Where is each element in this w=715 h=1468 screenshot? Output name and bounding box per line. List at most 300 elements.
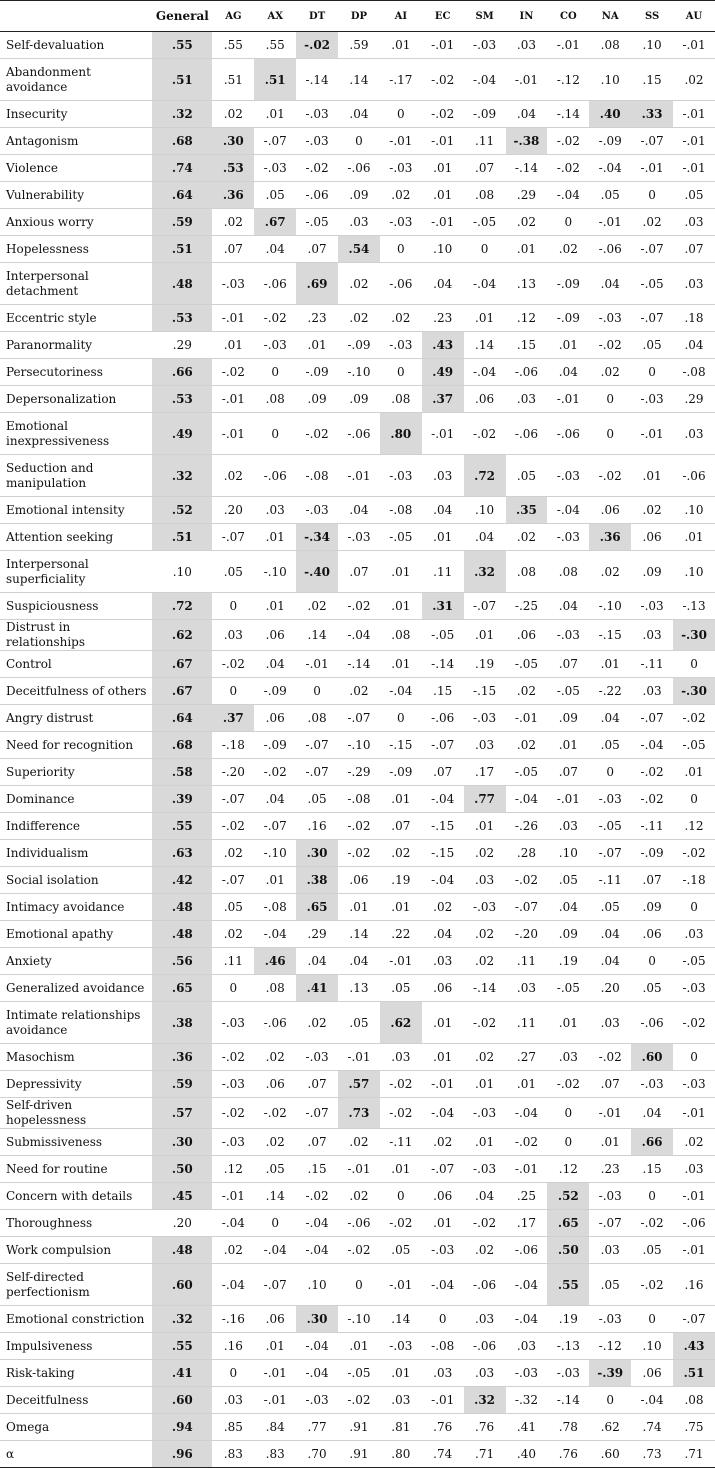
loading-cell-dt: -.07 [296, 732, 338, 759]
loading-cell-dp: .02 [338, 305, 380, 332]
loading-cell-na: .20 [589, 975, 631, 1002]
row-label: Anxiety [0, 948, 152, 975]
loading-cell-co: -.14 [547, 101, 589, 128]
loading-cell-na: -.39 [589, 1360, 631, 1387]
loading-cell-dp: -.06 [338, 1210, 380, 1237]
general-loading-cell: .48 [152, 921, 212, 948]
loading-cell-ax: -.06 [254, 263, 296, 305]
loading-cell-ss: -.03 [631, 386, 673, 413]
loading-cell-ec: -.07 [422, 732, 464, 759]
loading-cell-sm: .03 [464, 867, 506, 894]
header-dt: DT [296, 1, 338, 32]
loading-cell-ss: -.11 [631, 651, 673, 678]
loading-cell-co: -.04 [547, 497, 589, 524]
loading-cell-ax: -.07 [254, 813, 296, 840]
loading-cell-dp: -.09 [338, 332, 380, 359]
loading-cell-au: -.01 [673, 1183, 715, 1210]
loading-cell-ax: .01 [254, 593, 296, 620]
table-row [0, 332, 715, 359]
general-loading-cell: .53 [152, 386, 212, 413]
loading-cell-sm: -.03 [464, 894, 506, 921]
table-header [0, 1, 715, 32]
loading-cell-in: .02 [506, 678, 548, 705]
loading-cell-au: 0 [673, 651, 715, 678]
loading-cell-ai: .01 [380, 1156, 422, 1183]
loading-cell-ec: -.03 [422, 1237, 464, 1264]
loading-cell-ai: -.17 [380, 59, 422, 101]
row-label: α [0, 1441, 152, 1468]
general-loading-cell: .20 [152, 1210, 212, 1237]
loading-cell-ec: -.08 [422, 1333, 464, 1360]
loading-cell-na: -.09 [589, 128, 631, 155]
loading-cell-ec: .01 [422, 155, 464, 182]
loading-cell-ai: .19 [380, 867, 422, 894]
loading-cell-ai: -.01 [380, 948, 422, 975]
loading-cell-ag: .16 [212, 1333, 254, 1360]
loading-cell-au: -.01 [673, 128, 715, 155]
loading-cell-ai: -.08 [380, 497, 422, 524]
loading-cell-dp: .57 [338, 1071, 380, 1098]
loading-cell-ag: .02 [212, 1237, 254, 1264]
general-loading-cell: .56 [152, 948, 212, 975]
loading-cell-ec: .15 [422, 678, 464, 705]
loading-cell-dp: .06 [338, 867, 380, 894]
loading-cell-ai: -.03 [380, 455, 422, 497]
loading-cell-ss: -.07 [631, 236, 673, 263]
loading-cell-au: .01 [673, 524, 715, 551]
loading-cell-ss: -.03 [631, 1071, 673, 1098]
loading-cell-dt: .77 [296, 1414, 338, 1441]
loading-cell-ai: .01 [380, 32, 422, 59]
loading-cell-ec: .23 [422, 305, 464, 332]
loading-cell-au: .12 [673, 813, 715, 840]
loading-cell-co: -.04 [547, 182, 589, 209]
loading-cell-ec: .01 [422, 182, 464, 209]
row-label: Emotional intensity [0, 497, 152, 524]
general-loading-cell: .50 [152, 1156, 212, 1183]
general-loading-cell: .64 [152, 705, 212, 732]
loading-cell-ag: -.03 [212, 263, 254, 305]
general-loading-cell: .45 [152, 1183, 212, 1210]
loading-cell-ax: .04 [254, 786, 296, 813]
loading-cell-ec: .06 [422, 975, 464, 1002]
loading-cell-ec: .01 [422, 1044, 464, 1071]
loading-cell-co: .04 [547, 359, 589, 386]
loading-cell-au: 0 [673, 1044, 715, 1071]
loading-cell-ag: 0 [212, 593, 254, 620]
loading-cell-sm: .02 [464, 921, 506, 948]
table-row [0, 386, 715, 413]
loading-cell-dt: -.40 [296, 551, 338, 593]
loading-cell-ec: -.04 [422, 786, 464, 813]
loading-cell-in: -.06 [506, 359, 548, 386]
loading-cell-dp: .02 [338, 263, 380, 305]
loading-cell-ai: -.03 [380, 209, 422, 236]
table-row [0, 101, 715, 128]
loading-cell-na: .04 [589, 705, 631, 732]
loading-cell-in: -.05 [506, 759, 548, 786]
loading-cell-in: .11 [506, 948, 548, 975]
loading-cell-ax: 0 [254, 1210, 296, 1237]
loading-cell-sm: .07 [464, 155, 506, 182]
loading-cell-sm: .02 [464, 1044, 506, 1071]
loading-cell-in: -.02 [506, 867, 548, 894]
loading-cell-ai: 0 [380, 1183, 422, 1210]
row-label: Paranormality [0, 332, 152, 359]
loading-cell-co: -.01 [547, 386, 589, 413]
loading-cell-ax: .01 [254, 524, 296, 551]
loading-cell-dp: -.10 [338, 1306, 380, 1333]
loading-cell-ax: .06 [254, 705, 296, 732]
loading-cell-na: .07 [589, 1071, 631, 1098]
loading-cell-au: 0 [673, 786, 715, 813]
loading-cell-in: -.04 [506, 1264, 548, 1306]
loading-cell-ss: -.01 [631, 155, 673, 182]
general-loading-cell: .48 [152, 894, 212, 921]
loading-cell-ax: -.06 [254, 1002, 296, 1044]
loading-cell-co: .10 [547, 840, 589, 867]
loading-cell-ai: .01 [380, 1360, 422, 1387]
loading-cell-ai: .01 [380, 894, 422, 921]
loading-cell-ai: .02 [380, 305, 422, 332]
loading-cell-ag: .12 [212, 1156, 254, 1183]
loading-cell-co: .03 [547, 813, 589, 840]
loading-cell-in: .40 [506, 1441, 548, 1468]
loading-cell-co: 0 [547, 1129, 589, 1156]
loading-cell-ax: .08 [254, 975, 296, 1002]
loading-cell-co: .05 [547, 867, 589, 894]
loading-cell-ax: .14 [254, 1183, 296, 1210]
loading-cell-ag: .30 [212, 128, 254, 155]
loading-cell-ss: .04 [631, 1098, 673, 1129]
loading-cell-sm: .11 [464, 128, 506, 155]
loading-cell-au: .03 [673, 263, 715, 305]
table-row [0, 1360, 715, 1387]
loading-cell-sm: .03 [464, 732, 506, 759]
loading-cell-dp: -.02 [338, 1387, 380, 1414]
table-row [0, 975, 715, 1002]
loading-cell-in: -.01 [506, 59, 548, 101]
loading-cell-sm: -.06 [464, 1333, 506, 1360]
loading-cell-au: .51 [673, 1360, 715, 1387]
loading-cell-dp: -.01 [338, 455, 380, 497]
loading-cell-au: -.08 [673, 359, 715, 386]
loading-cell-dp: -.02 [338, 840, 380, 867]
loading-cell-ss: .02 [631, 497, 673, 524]
table-row [0, 1156, 715, 1183]
loading-cell-dt: -.03 [296, 128, 338, 155]
loading-cell-dt: -.08 [296, 455, 338, 497]
loading-cell-ax: .06 [254, 1306, 296, 1333]
loading-cell-ag: .03 [212, 1387, 254, 1414]
loading-cell-au: -.06 [673, 455, 715, 497]
loading-cell-ag: .11 [212, 948, 254, 975]
loading-cell-na: -.11 [589, 867, 631, 894]
general-loading-cell: .39 [152, 786, 212, 813]
loading-cell-dp: -.06 [338, 155, 380, 182]
loading-cell-dp: -.03 [338, 524, 380, 551]
loading-cell-ai: .02 [380, 840, 422, 867]
table-row [0, 1129, 715, 1156]
loading-cell-ag: 0 [212, 975, 254, 1002]
loading-cell-sm: -.09 [464, 101, 506, 128]
loading-cell-dp: .02 [338, 1183, 380, 1210]
loading-cell-in: .29 [506, 182, 548, 209]
loading-cell-ss: -.07 [631, 705, 673, 732]
row-label: Emotional constriction [0, 1306, 152, 1333]
general-loading-cell: .66 [152, 359, 212, 386]
loading-cell-ss: .07 [631, 867, 673, 894]
loading-cell-dp: -.02 [338, 593, 380, 620]
table-row [0, 1414, 715, 1441]
row-label: Masochism [0, 1044, 152, 1071]
loading-cell-na: .62 [589, 1414, 631, 1441]
table-row [0, 305, 715, 332]
loading-cell-ai: -.11 [380, 1129, 422, 1156]
header-co: CO [547, 1, 589, 32]
table-row [0, 524, 715, 551]
row-label: Work compulsion [0, 1237, 152, 1264]
loading-cell-co: .08 [547, 551, 589, 593]
general-loading-cell: .49 [152, 413, 212, 455]
loading-cell-ss: 0 [631, 1183, 673, 1210]
loading-cell-ss: .66 [631, 1129, 673, 1156]
loading-cell-dt: -.04 [296, 1360, 338, 1387]
loading-cell-na: .60 [589, 1441, 631, 1468]
loading-cell-dt: 0 [296, 678, 338, 705]
loading-cell-ec: -.05 [422, 620, 464, 651]
loading-cell-ax: -.07 [254, 128, 296, 155]
loading-cell-dp: -.05 [338, 1360, 380, 1387]
loading-cell-ai: .14 [380, 1306, 422, 1333]
loading-cell-dp: .03 [338, 209, 380, 236]
table-row [0, 1210, 715, 1237]
general-loading-cell: .32 [152, 455, 212, 497]
general-loading-cell: .48 [152, 1237, 212, 1264]
loading-cell-ag: -.01 [212, 413, 254, 455]
loading-cell-ag: .37 [212, 705, 254, 732]
loading-cell-dt: .04 [296, 948, 338, 975]
loading-cell-au: .04 [673, 332, 715, 359]
loading-cell-ax: .84 [254, 1414, 296, 1441]
loading-cell-sm: -.15 [464, 678, 506, 705]
general-loading-cell: .68 [152, 732, 212, 759]
loading-cell-ag: -.02 [212, 359, 254, 386]
loading-cell-sm: .72 [464, 455, 506, 497]
loading-cell-ag: .02 [212, 455, 254, 497]
loading-cell-in: -.25 [506, 593, 548, 620]
loading-cell-na: .08 [589, 32, 631, 59]
general-loading-cell: .30 [152, 1129, 212, 1156]
loading-cell-co: -.06 [547, 413, 589, 455]
loading-cell-au: .03 [673, 1156, 715, 1183]
loading-cell-au: -.01 [673, 1098, 715, 1129]
loading-cell-au: .10 [673, 551, 715, 593]
loading-cell-in: -.04 [506, 786, 548, 813]
header-dp: DP [338, 1, 380, 32]
loading-cell-dt: .02 [296, 593, 338, 620]
loading-cell-in: -.14 [506, 155, 548, 182]
loading-cell-au: .02 [673, 59, 715, 101]
loading-cell-sm: .76 [464, 1414, 506, 1441]
loading-cell-in: .01 [506, 1071, 548, 1098]
loading-cell-co: .01 [547, 1002, 589, 1044]
loading-cell-ai: .03 [380, 1044, 422, 1071]
loading-cell-na: -.03 [589, 1306, 631, 1333]
loading-cell-co: .19 [547, 1306, 589, 1333]
row-label: Indifference [0, 813, 152, 840]
table-row [0, 921, 715, 948]
loading-cell-ag: 0 [212, 678, 254, 705]
loading-cell-au: -.02 [673, 1002, 715, 1044]
loading-cell-ai: .80 [380, 1441, 422, 1468]
loading-cell-ag: -.20 [212, 759, 254, 786]
loading-cell-dp: -.06 [338, 413, 380, 455]
loading-cell-in: .27 [506, 1044, 548, 1071]
loading-cell-in: -.07 [506, 894, 548, 921]
loading-cell-ec: -.01 [422, 32, 464, 59]
loading-cell-ai: -.03 [380, 1333, 422, 1360]
table-row [0, 551, 715, 593]
loading-cell-ec: .10 [422, 236, 464, 263]
row-label: Risk-taking [0, 1360, 152, 1387]
table-row [0, 1002, 715, 1044]
loading-cell-au: .07 [673, 236, 715, 263]
table-row [0, 840, 715, 867]
loading-cell-ax: .08 [254, 386, 296, 413]
row-label: Self-directed perfectionism [0, 1264, 152, 1306]
loading-cell-co: -.03 [547, 455, 589, 497]
row-label: Interpersonal superficiality [0, 551, 152, 593]
loading-cell-sm: .17 [464, 759, 506, 786]
loading-cell-ag: .02 [212, 209, 254, 236]
header-in: IN [506, 1, 548, 32]
loading-cell-sm: -.07 [464, 593, 506, 620]
loading-cell-in: -.05 [506, 651, 548, 678]
loading-cell-dt: -.01 [296, 651, 338, 678]
table-row [0, 948, 715, 975]
loading-cell-au: .18 [673, 305, 715, 332]
loading-cell-ai: .05 [380, 1237, 422, 1264]
loading-cell-dt: -.14 [296, 59, 338, 101]
row-label: Distrust in relationships [0, 620, 152, 651]
loading-cell-ax: -.03 [254, 332, 296, 359]
loading-cell-sm: -.04 [464, 359, 506, 386]
loading-cell-in: -.04 [506, 1098, 548, 1129]
header-general: General [152, 1, 212, 32]
table-row [0, 182, 715, 209]
loading-cell-sm: .32 [464, 1387, 506, 1414]
loading-cell-co: -.01 [547, 32, 589, 59]
loading-cell-co: .03 [547, 1044, 589, 1071]
loading-cell-ss: -.07 [631, 128, 673, 155]
loading-cell-ax: 0 [254, 359, 296, 386]
row-label: Emotional inexpressiveness [0, 413, 152, 455]
loading-cell-na: .02 [589, 359, 631, 386]
loading-cell-in: -.04 [506, 1306, 548, 1333]
general-loading-cell: .72 [152, 593, 212, 620]
loading-cell-ax: 0 [254, 413, 296, 455]
loading-cell-ec: .04 [422, 263, 464, 305]
loading-cell-dp: -.08 [338, 786, 380, 813]
row-label: Impulsiveness [0, 1333, 152, 1360]
loading-cell-dp: .05 [338, 1002, 380, 1044]
loading-cell-na: -.10 [589, 593, 631, 620]
loading-cell-ss: 0 [631, 182, 673, 209]
loading-cell-in: -.03 [506, 1360, 548, 1387]
loading-cell-dp: -.07 [338, 705, 380, 732]
loading-cell-co: .19 [547, 948, 589, 975]
table-row [0, 786, 715, 813]
loading-cell-au: 0 [673, 894, 715, 921]
header-ag: AG [212, 1, 254, 32]
loading-cell-ag: -.01 [212, 1183, 254, 1210]
general-loading-cell: .32 [152, 1306, 212, 1333]
row-label: Submissiveness [0, 1129, 152, 1156]
loading-cell-ag: .02 [212, 840, 254, 867]
loading-cell-dt: .08 [296, 705, 338, 732]
table-row [0, 651, 715, 678]
loading-cell-ax: -.01 [254, 1360, 296, 1387]
loading-cell-ss: .09 [631, 894, 673, 921]
table-row [0, 1264, 715, 1306]
loading-cell-au: .05 [673, 182, 715, 209]
table-row [0, 155, 715, 182]
loading-cell-co: .78 [547, 1414, 589, 1441]
table-row [0, 1183, 715, 1210]
loading-cell-dt: .41 [296, 975, 338, 1002]
loading-cell-co: -.02 [547, 1071, 589, 1098]
loading-cell-co: -.02 [547, 128, 589, 155]
loading-cell-ss: .05 [631, 975, 673, 1002]
loading-cell-ax: .04 [254, 651, 296, 678]
loading-cell-ss: -.05 [631, 263, 673, 305]
loading-cell-ai: .22 [380, 921, 422, 948]
loading-cell-dp: .02 [338, 1129, 380, 1156]
loading-cell-ss: .06 [631, 524, 673, 551]
header-label-column [0, 1, 152, 32]
loading-cell-ai: .01 [380, 551, 422, 593]
loading-cell-ec: .37 [422, 386, 464, 413]
loading-cell-sm: .03 [464, 1306, 506, 1333]
loading-cell-dt: .70 [296, 1441, 338, 1468]
loading-cell-ec: -.02 [422, 101, 464, 128]
loading-cell-ax: .02 [254, 1129, 296, 1156]
loading-cell-ss: -.04 [631, 1387, 673, 1414]
row-label: Deceitfulness of others [0, 678, 152, 705]
loading-cell-sm: -.02 [464, 1002, 506, 1044]
loading-cell-ag: .01 [212, 332, 254, 359]
loading-cell-dp: -.14 [338, 651, 380, 678]
header-row [0, 1, 715, 32]
loading-cell-dt: .23 [296, 305, 338, 332]
loading-cell-sm: .01 [464, 813, 506, 840]
loading-cell-sm: -.06 [464, 1264, 506, 1306]
row-label: Generalized avoidance [0, 975, 152, 1002]
table-row [0, 1306, 715, 1333]
loading-cell-ag: -.02 [212, 1044, 254, 1071]
loading-cell-ai: -.06 [380, 263, 422, 305]
loading-cell-sm: .01 [464, 620, 506, 651]
loading-cell-na: -.05 [589, 813, 631, 840]
loading-cell-sm: .14 [464, 332, 506, 359]
loading-cell-in: -.06 [506, 1237, 548, 1264]
loading-cell-ai: -.05 [380, 524, 422, 551]
loading-cell-dp: 0 [338, 128, 380, 155]
loading-cell-dp: .54 [338, 236, 380, 263]
loading-cell-na: -.02 [589, 332, 631, 359]
loading-cell-dt: .10 [296, 1264, 338, 1306]
